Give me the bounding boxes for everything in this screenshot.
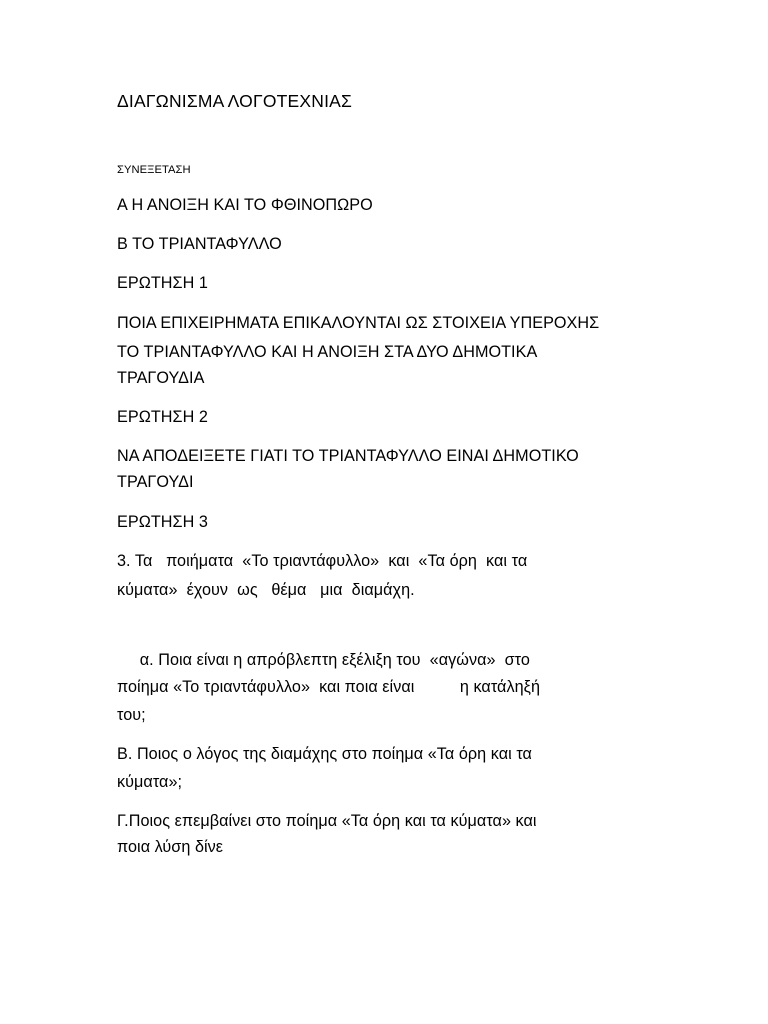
question-1-heading: ΕΡΩΤΗΣΗ 1 [117, 274, 208, 292]
question-1-line: ΤΡΑΓΟΥΔΙΑ [117, 369, 205, 387]
question-3c-line: ποια λύση δίνε [117, 838, 224, 856]
item-a: Α Η ΑΝΟΙΞΗ ΚΑΙ ΤΟ ΦΘΙΝΟΠΩΡΟ [117, 196, 373, 214]
question-3-line: 3. Τα ποιήματα «Το τριαντάφυλλο» και «Τα όρη και τα [117, 552, 528, 570]
question-3-line: κύματα» έχουν ως θέμα μια διαμάχη. [117, 581, 415, 599]
document-subtitle: ΣΥΝΕΞΕΤΑΣΗ [117, 164, 191, 176]
question-3c-line: Γ.Ποιος επεμβαίνει στο ποίημα «Τα όρη και τα κύματα» και [117, 812, 537, 830]
question-3a-line: α. Ποια είναι η απρόβλεπτη εξέλιξη του «αγώνα» στο [117, 651, 530, 669]
question-1-line: ΠΟΙΑ ΕΠΙΧΕΙΡΗΜΑΤΑ ΕΠΙΚΑΛΟΥΝΤΑΙ ΩΣ ΣΤΟΙΧΕΙΑ ΥΠΕΡΟΧΗΣ [117, 314, 600, 332]
question-1-line: ΤΟ ΤΡΙΑΝΤΑΦΥΛΛΟ ΚΑΙ Η ΑΝΟΙΞΗ ΣΤΑ ΔΥΟ ΔΗΜΟΤΙΚΑ [117, 343, 538, 361]
document-title: ΔΙΑΓΩΝΙΣΜΑ ΛΟΓΟΤΕΧΝΙΑΣ [117, 91, 353, 111]
question-3b-line: Β. Ποιος ο λόγος της διαμάχης στο ποίημα «Τα όρη και τα [117, 745, 532, 763]
question-2-line: ΤΡΑΓΟΥΔΙ [117, 473, 194, 491]
question-3b-line: κύματα»; [117, 773, 183, 791]
question-2-line: ΝΑ ΑΠΟΔΕΙΞΕΤΕ ΓΙΑΤΙ ΤΟ ΤΡΙΑΝΤΑΦΥΛΛΟ ΕΙΝΑΙ ΔΗΜΟΤΙΚΟ [117, 447, 579, 465]
item-b: Β ΤΟ ΤΡΙΑΝΤΑΦΥΛΛΟ [117, 235, 282, 253]
question-2-heading: ΕΡΩΤΗΣΗ 2 [117, 408, 208, 426]
question-3-heading: ΕΡΩΤΗΣΗ 3 [117, 513, 208, 531]
question-3a-line: ποίημα «Το τριαντάφυλλο» και ποια είναι η κατάληξή [117, 678, 541, 696]
question-3a-line: του; [117, 706, 146, 724]
